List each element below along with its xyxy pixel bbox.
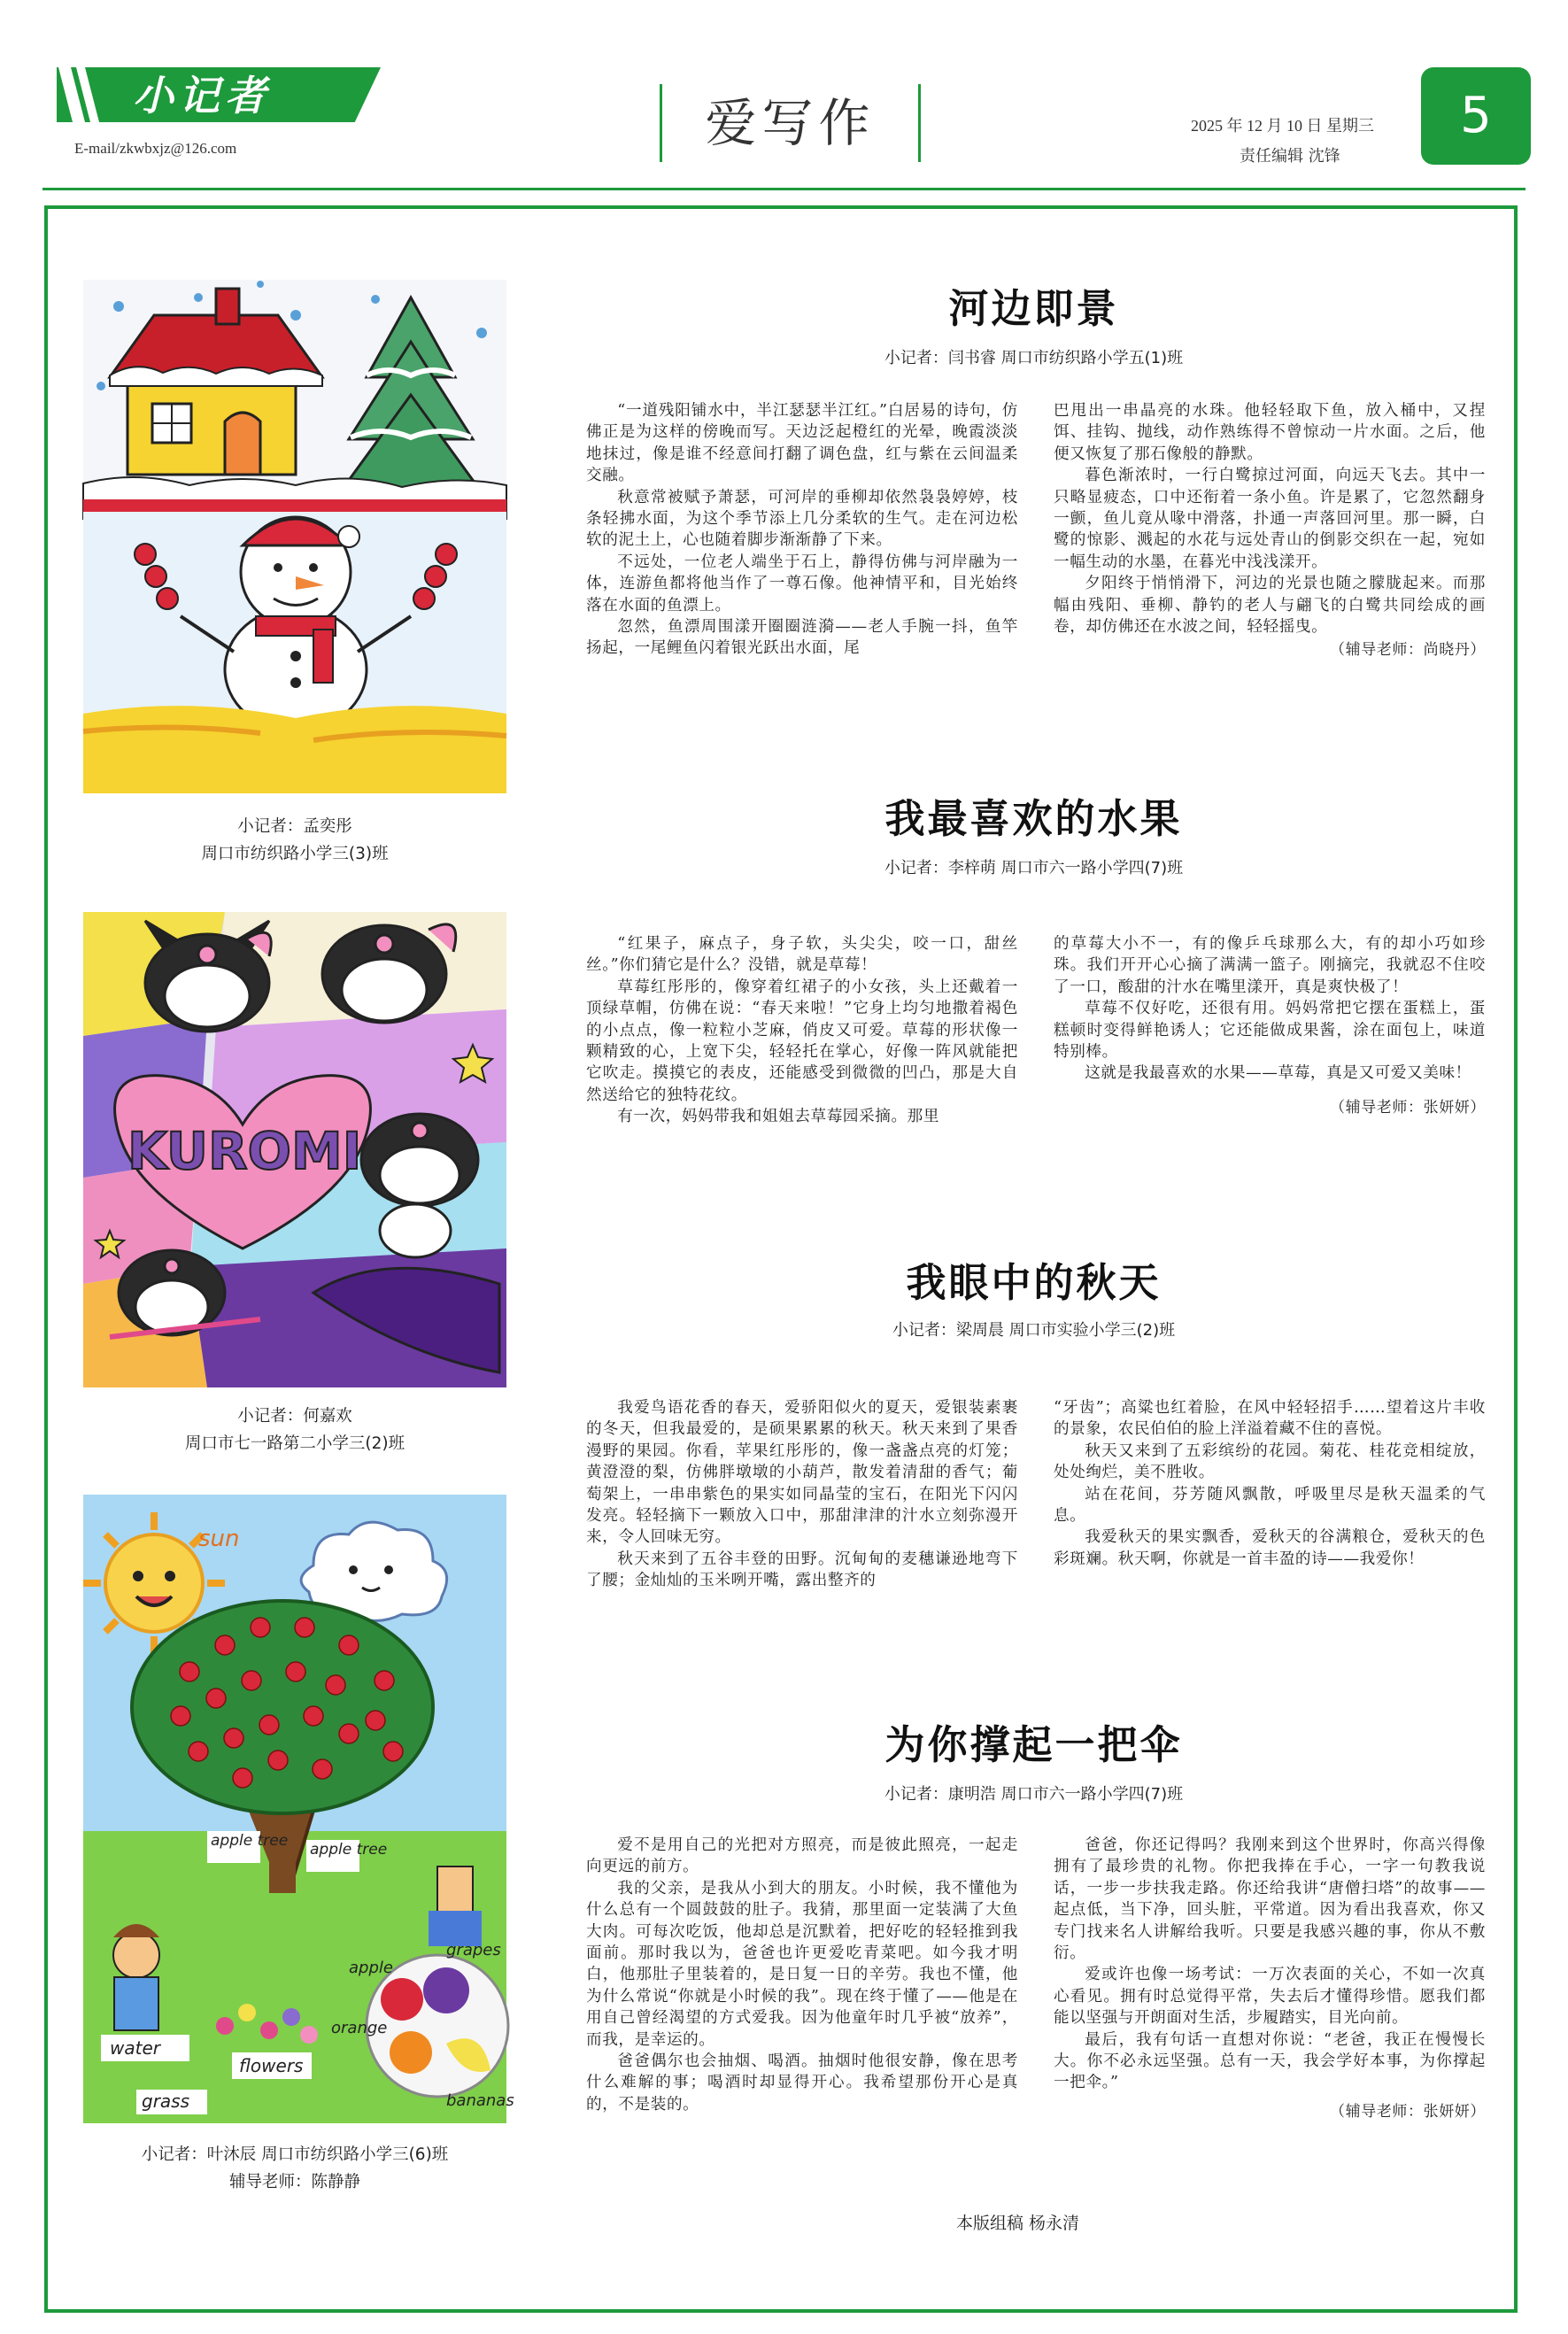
- article-body-column: 我爱鸟语花香的春天，爱骄阳似火的夏天，爱银装素裹的冬天，但我最爱的，是硕果累累的秋天。秋天来到了果香漫野的果园。你看，苹果红彤彤的，像一盏盏点亮的灯笼；黄澄澄的梨，仿佛胖墩墩的小葫芦，散发着清甜的香气；葡萄架上，一串串紫色的果实如同晶莹的宝石，在阳光下闪闪发亮。轻轻摘下一颗放入口中，那甜津津的汁水立刻弥漫开来，令人回味无穷。 秋天来到了五谷丰登的田野。沉甸甸的麦穗谦逊地弯下了腰；金灿灿的玉米咧开嘴，露出整齐的: [586, 1399, 1018, 1590]
- label-orange: orange: [331, 2019, 388, 2037]
- artwork-kuromi-collage: [83, 912, 506, 1387]
- teacher-credit: （辅导老师：张妍妍）: [1330, 2102, 1486, 2121]
- article-byline: 小记者：李梓萌 周口市六一路小学四(7)班: [884, 859, 1184, 877]
- artwork-winter-snowman: [83, 280, 506, 793]
- label-flowers: flowers: [239, 2055, 304, 2076]
- article-title: 我眼中的秋天: [906, 1259, 1162, 1306]
- artwork-caption: 小记者：叶沐辰 周口市纺织路小学三(6)班 辅导老师：陈静静: [141, 2145, 449, 2191]
- label-apple-tree-right: apple tree: [310, 1841, 388, 1859]
- email-address: E-mail/zkwbxjz@126.com: [74, 140, 237, 157]
- artwork-nature-collage: [83, 1495, 514, 2123]
- label-sun: sun: [198, 1526, 240, 1552]
- masthead-logo: 小记者: [133, 72, 271, 120]
- article-byline: 小记者：闫书睿 周口市纺织路小学五(1)班: [884, 349, 1184, 367]
- kuromi-character-icon: [145, 921, 271, 1032]
- article-body-column: 巴甩出一串晶亮的水珠。他轻轻取下鱼，放入桶中，又捏饵、挂钩、抛线，动作熟练得不曾惊动一片水面。之后，他便又恢复了那石像般的静默。 暮色渐浓时，一行白鹭掠过河面，向远天飞去。其中一只略显疲态，口中还衔着一条小鱼。许是累了，它忽然翻身一颤，鱼儿竟从喙中滑落，扑通一声落回河里。那一瞬，白鹭的惊影、溅起的水花与远处青山的倒影交织在一起，宛如一幅生动的水墨，在暮光中浅浅漾开。 夕阳终于悄悄滑下，河边的光景也随之朦胧起来。而那幅由残阳、垂柳、静钓的老人与翩飞的白鹭共同绘成的画卷，却仿佛还在水波之间，轻轻摇曳。 （辅导老师：尚晓丹）: [1054, 400, 1486, 661]
- article-byline: 小记者：康明浩 周口市六一路小学四(7)班: [884, 1785, 1184, 1804]
- article-body-column: 爱不是用自己的光把对方照亮，而是彼此照亮，一起走向更远的前方。 我的父亲，是我从小到大的朋友。小时候，我不懂他为什么总有一个圆鼓鼓的肚子。我猜，那里面一定装满了大鱼大肉。可每次吃饭，他却总是沉默着，把好吃的轻轻推到我面前。那时我以为，爸爸也许更爱吃青菜吧。如今我才明白，他那肚子里装着的，是日复一日的辛劳。我也不懂，他为什么常说“你就是小时候的我”。现在终于懂了——他是在用自己曾经渴望的方式爱我。因为他童年时几乎被“放养”，而我，是幸运的。 爸爸偶尔也会抽烟、喝酒。抽烟时他很安静，像在思考什么难解的事；喝酒时却显得开心。我希望那份开心是真的，不是装的。: [586, 1836, 1018, 2114]
- article-title: 我最喜欢的水果: [884, 795, 1183, 842]
- section-title: 爱写作: [705, 93, 876, 153]
- header-rule: [42, 188, 1526, 190]
- teacher-credit: （辅导老师：尚晓丹）: [1330, 641, 1486, 660]
- article-body-column: “一道残阳铺水中，半江瑟瑟半江红。”白居易的诗句，仿佛正是为这样的傍晚而写。天边泛起橙红的光晕，晚霞淡淡地抹过，像是谁不经意间打翻了调色盘，红与紫在云间温柔交融。 秋意常被赋予萧瑟，可河岸的垂柳却依然袅袅婷婷，枝条轻拂水面，为这个季节添上几分柔软的生气。走在河边松软的泥土上，心也随着脚步渐渐静了下来。 不远处，一位老人端坐于石上，静得仿佛与河岸融为一体，连游鱼都将他当作了一尊石像。他神情平和，目光始终落在水面的鱼漂上。 忽然，鱼漂周围漾开圈圈涟漪——老人手腕一抖，鱼竿扬起，一尾鲤鱼闪着银光跃出水面，尾: [586, 402, 1018, 658]
- section-divider: [918, 84, 921, 162]
- artwork-caption: 小记者：孟奕彤 周口市纺织路小学三(3)班: [201, 817, 389, 863]
- article-body-column: 爸爸，你还记得吗？我刚来到这个世界时，你高兴得像拥有了最珍贵的礼物。你把我捧在手心，一字一句教我说话，一步一步扶我走路。你还给我讲“唐僧扫塔”的故事——起点低，当下净，回头脏，平常道。因为看出我喜欢，你又专门找来名人讲解给我听。只要是我感兴趣的事，你从不敷衍。 爱或许也像一场考试：一万次表面的关心，不如一次真心看见。拥有时总觉得平常，失去后才懂得珍惜。愿我们都能以坚强与开朗面对生活，步履踏实，目光向前。 最后，我有句话一直想对你说：“老爸，我正在慢慢长大。你不必永远坚强。总有一天，我会学好本事，为你撑起一把伞。” （辅导老师：张妍妍）: [1054, 1835, 1486, 2122]
- label-apple-tree-left: apple tree: [211, 1832, 289, 1850]
- page-organizer: 本版组稿 杨永清: [956, 2214, 1080, 2233]
- article-title: 为你撑起一把伞: [884, 1721, 1183, 1768]
- article-body-column: “红果子，麻点子，身子软，头尖尖，咬一口，甜丝丝。”你们猜它是什么？没错，就是草莓！ 草莓红彤彤的，像穿着红裙子的小女孩，头上还戴着一顶绿草帽，仿佛在说：“春天来啦！”它身上均匀地撒着褐色的小点点，像一粒粒小芝麻，俏皮又可爱。草莓的形状像一颗精致的心，上宽下尖，轻轻托在掌心，好像一阵风就能把它吹走。摸摸它的表皮，还能感受到微微的凹凸，那是大自然送给它的独特花纹。 有一次，妈妈带我和姐姐去草莓园采摘。那里: [586, 935, 1018, 1126]
- masthead-stripes: [57, 67, 127, 122]
- teacher-credit: （辅导老师：张妍妍）: [1330, 1098, 1486, 1117]
- label-grass: grass: [142, 2091, 190, 2112]
- issue-date: 2025 年 12 月 10 日 星期三: [1191, 117, 1374, 135]
- artwork-caption: 小记者：何嘉欢 周口市七一路第二小学三(2)班: [184, 1407, 406, 1453]
- article-body-column: 的草莓大小不一，有的像乒乓球那么大，有的却小巧如珍珠。我们开开心心摘了满满一篮子。刚摘完，我就忍不住咬了一口，酸甜的汁水在嘴里漾开，真是爽快极了！ 草莓不仅好吃，还很有用。妈妈常把它摆在蛋糕上，蛋糕顿时变得鲜艳诱人；它还能做成果酱，涂在面包上，味道特别棒。 这就是我最喜欢的水果——草莓，真是又可爱又美味！ （辅导老师：张妍妍）: [1054, 933, 1486, 1118]
- article-byline: 小记者：梁周晨 周口市实验小学三(2)班: [892, 1321, 1176, 1340]
- child-watering-icon: [113, 1924, 159, 2030]
- label-water: water: [110, 2037, 160, 2059]
- article-body-column: “牙齿”；高粱也红着脸，在风中轻轻招手……望着这片丰收的景象，农民伯伯的脸上洋溢着藏不住的喜悦。 秋天又来到了五彩缤纷的花园。菊花、桂花竞相绽放，处处绚烂，美不胜收。 站在花间，芬芳随风飘散，呼吸里尽是秋天温柔的气息。 我爱秋天的果实飘香，爱秋天的谷满粮仓，爱秋天的色彩斑斓。秋天啊，你就是一首丰盈的诗——我爱你！: [1054, 1399, 1486, 1568]
- page-number: 5: [1421, 67, 1531, 165]
- responsible-editor: 责任编辑 沈锋: [1240, 147, 1340, 166]
- label-apple: apple: [349, 1959, 393, 1977]
- label-grapes: grapes: [446, 1941, 501, 1959]
- label-bananas: bananas: [446, 2091, 514, 2110]
- article-title: 河边即景: [948, 285, 1119, 332]
- plant-icon: [429, 1866, 482, 1946]
- kuromi-banner-text: KUROMI: [127, 1121, 362, 1181]
